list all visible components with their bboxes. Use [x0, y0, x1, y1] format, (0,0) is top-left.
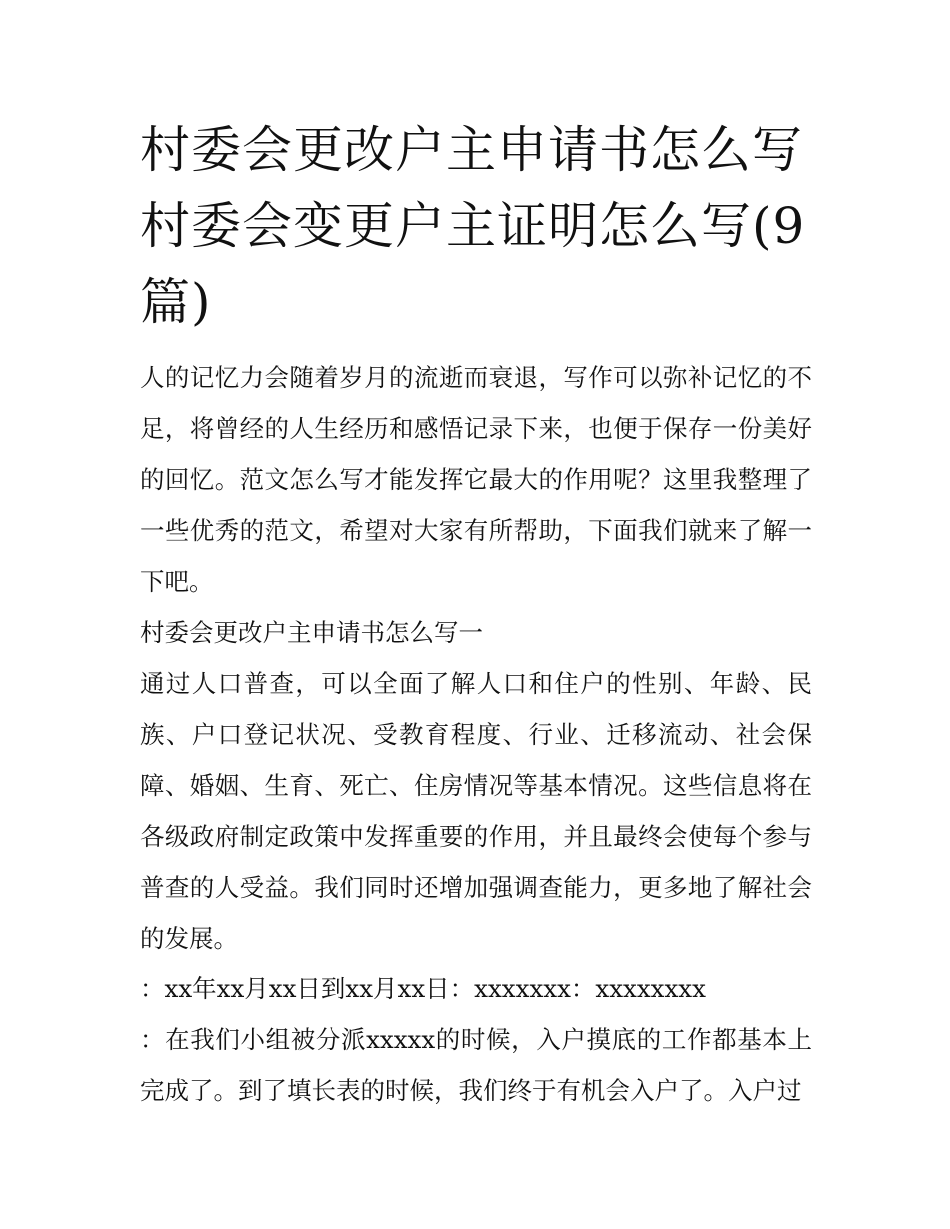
document-title: 村委会更改户主申请书怎么写 村委会变更户主证明怎么写(9篇) — [140, 121, 806, 331]
info-line: ：xx年xx月xx日到xx月xx日：xxxxxxx：xxxxxxxx — [140, 974, 706, 1003]
body-paragraph-1: 通过人口普查，可以全面了解人口和住户的性别、年龄、民族、户口登记状况、受教育程度、行业、迁移流动、社会保障、婚姻、生育、死亡、住房情况等基本情况。这些信息将在各级政府制定政策中发挥重要的作用，并且最终会使每个参与普查的人受益。我们同时还增加强调查能力，更多地了解社会的发展。 — [140, 669, 812, 953]
intro-paragraph: 人的记忆力会随着岁月的流逝而衰退，写作可以弥补记忆的不足，将曾经的人生经历和感悟记录下来，也便于保存一份美好的回忆。范文怎么写才能发挥它最大的作用呢？这里我整理了一些优秀的范文，希望对大家有所帮助，下面我们就来了解一下吧。 — [140, 363, 812, 596]
document-page — [140, 112, 812, 1116]
section-heading: 村委会更改户主申请书怎么写一 — [140, 618, 483, 647]
body-paragraph-2: ：在我们小组被分派xxxxx的时候，入户摸底的工作都基本上完成了。到了填长表的时候，我们终于有机会入户了。入户过 — [140, 1025, 812, 1105]
